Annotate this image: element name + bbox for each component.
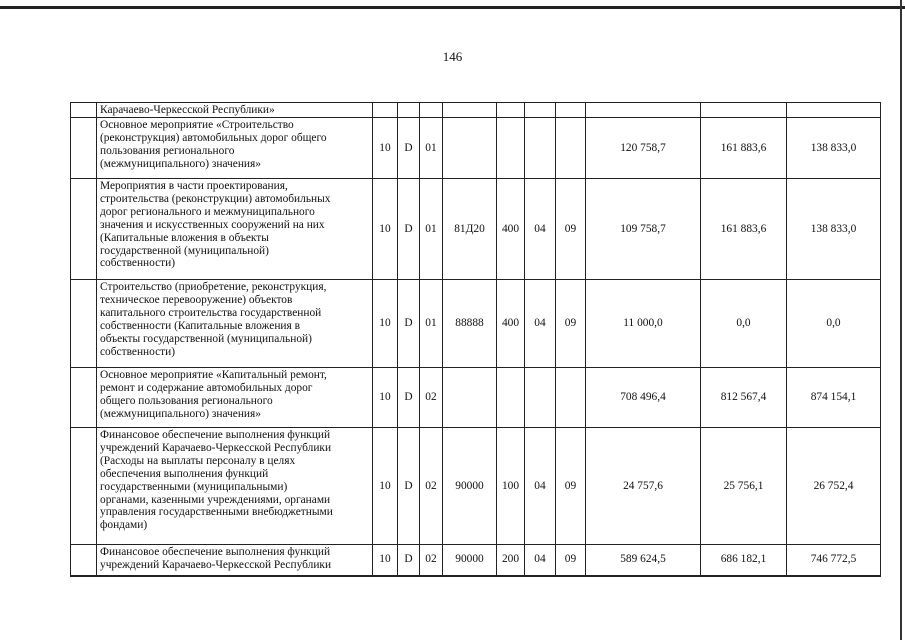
amount-cell-v3: 138 833,0 <box>787 179 881 280</box>
amount-cell-v1: 11 000,0 <box>586 280 701 368</box>
code-cell-c6 <box>525 118 556 179</box>
row-number-cell <box>71 103 97 118</box>
code-cell-c3: 01 <box>420 179 443 280</box>
item-name-line: ремонт и содержание автомобильных дорог <box>100 381 313 394</box>
item-name-cell <box>97 103 373 118</box>
amount-cell-v3: 874 154,1 <box>787 368 881 428</box>
code-cell-c5 <box>497 118 525 179</box>
code-cell-c2: D <box>398 545 420 576</box>
table-row <box>71 179 881 280</box>
code-cell-c4 <box>443 103 497 118</box>
amount-cell-v2: 161 883,6 <box>701 118 787 179</box>
table-row <box>71 280 881 368</box>
item-name-line: собственности) <box>100 345 176 358</box>
code-cell-c3: 02 <box>420 368 443 428</box>
row-number-cell <box>71 118 97 179</box>
item-name-cell <box>97 118 373 179</box>
item-name-line: дорог регионального и межмуниципального <box>100 205 315 218</box>
table-row <box>71 545 881 576</box>
item-name-line: обеспечения выполнения функций <box>100 467 269 480</box>
item-name-line: капитального строительства государственной <box>100 306 322 319</box>
code-cell-c2: D <box>398 179 420 280</box>
code-cell-c2: D <box>398 280 420 368</box>
amount-cell-v3: 138 833,0 <box>787 118 881 179</box>
row-number-cell <box>71 179 97 280</box>
code-cell-c4: 90000 <box>443 545 497 576</box>
code-cell-c2: D <box>398 368 420 428</box>
page-number: 146 <box>442 49 463 64</box>
code-cell-c2: D <box>398 428 420 545</box>
code-cell-c4: 88888 <box>443 280 497 368</box>
code-cell-c7: 09 <box>556 179 586 280</box>
table-row <box>71 118 881 179</box>
page-right-border <box>900 0 902 640</box>
row-number-cell <box>71 368 97 428</box>
code-cell-c5: 200 <box>497 545 525 576</box>
code-cell-c1: 10 <box>373 280 398 368</box>
item-name-line: управления государственными внебюджетными <box>100 506 333 519</box>
code-cell-c6: 04 <box>525 428 556 545</box>
item-name-cell <box>97 368 373 428</box>
code-cell-c4 <box>443 368 497 428</box>
item-name-cell <box>97 179 373 280</box>
amount-cell-v2: 25 756,1 <box>701 428 787 545</box>
code-cell-c2: D <box>398 118 420 179</box>
item-name-line: Основное мероприятие «Капитальный ремонт, <box>100 369 327 381</box>
amount-cell-v3: 746 772,5 <box>787 545 881 576</box>
code-cell-c7 <box>556 103 586 118</box>
item-name-line: Финансовое обеспечение выполнения функций <box>100 429 331 441</box>
code-cell-c7: 09 <box>556 280 586 368</box>
row-number-cell <box>71 280 97 368</box>
item-name-line: органами, казенными учреждениями, органами <box>100 493 331 506</box>
amount-cell-v3 <box>787 103 881 118</box>
item-name-line: (межмуниципального) значения» <box>100 157 261 170</box>
amount-cell-v3: 0,0 <box>787 280 881 368</box>
item-name-line: (Расходы на выплаты персоналу в целях <box>100 454 296 467</box>
code-cell-c6: 04 <box>525 545 556 576</box>
code-cell-c3: 02 <box>420 545 443 576</box>
budget-table <box>70 102 881 577</box>
item-name-line: общего пользования регионального <box>100 394 273 407</box>
item-name-line: Финансовое обеспечение выполнения функций <box>100 546 331 558</box>
code-cell-c7 <box>556 368 586 428</box>
amount-cell-v2: 812 567,4 <box>701 368 787 428</box>
code-cell-c1: 10 <box>373 118 398 179</box>
code-cell-c7: 09 <box>556 545 586 576</box>
item-name-line: техническое перевооружение) объектов <box>100 293 293 306</box>
code-cell-c3: 02 <box>420 428 443 545</box>
item-name-line: Мероприятия в части проектирования, <box>100 180 288 192</box>
code-cell-c1: 10 <box>373 368 398 428</box>
amount-cell-v2 <box>701 103 787 118</box>
code-cell-c1: 10 <box>373 428 398 545</box>
item-name-line: Строительство (приобретение, реконструкция, <box>100 281 327 293</box>
item-name-line: собственности) <box>100 257 176 270</box>
code-cell-c1: 10 <box>373 179 398 280</box>
code-cell-c7 <box>556 118 586 179</box>
table-body <box>71 103 881 576</box>
code-cell-c7: 09 <box>556 428 586 545</box>
code-cell-c4 <box>443 118 497 179</box>
code-cell-c4: 81Д20 <box>443 179 497 280</box>
item-name-line: объекты государственной (муниципальной) <box>100 332 312 345</box>
amount-cell-v3: 26 752,4 <box>787 428 881 545</box>
code-cell-c3 <box>420 103 443 118</box>
row-number-cell <box>71 545 97 576</box>
item-name-cell <box>97 280 373 368</box>
code-cell-c5: 400 <box>497 179 525 280</box>
item-name-line: Основное мероприятие «Строительство <box>100 119 294 131</box>
item-name-line: учреждений Карачаево-Черкесской Республики <box>100 558 332 571</box>
item-name-cell <box>97 545 373 576</box>
item-name-line: строительства (реконструкции) автомобильных <box>100 192 331 205</box>
item-name-line: (Капитальные вложения в объекты <box>100 231 269 244</box>
code-cell-c1 <box>373 103 398 118</box>
code-cell-c4: 90000 <box>443 428 497 545</box>
code-cell-c5: 400 <box>497 280 525 368</box>
code-cell-c3: 01 <box>420 118 443 179</box>
item-name-cell <box>97 428 373 545</box>
page-top-border <box>0 6 905 9</box>
code-cell-c5 <box>497 103 525 118</box>
amount-cell-v2: 0,0 <box>701 280 787 368</box>
code-cell-c6: 04 <box>525 179 556 280</box>
row-number-cell <box>71 428 97 545</box>
table-row <box>71 368 881 428</box>
item-name-line: государственными (муниципальными) <box>100 480 288 493</box>
table-row <box>71 428 881 545</box>
code-cell-c5 <box>497 368 525 428</box>
item-name-line: учреждений Карачаево-Черкесской Республики <box>100 441 332 454</box>
item-name-line: (реконструкция) автомобильных дорог общего <box>100 131 327 144</box>
code-cell-c6 <box>525 103 556 118</box>
amount-cell-v1 <box>586 103 701 118</box>
code-cell-c6 <box>525 368 556 428</box>
amount-cell-v2: 161 883,6 <box>701 179 787 280</box>
code-cell-c5: 100 <box>497 428 525 545</box>
item-name-line: (межмуниципального) значения» <box>100 407 261 420</box>
item-name-line: пользования регионального <box>100 144 235 157</box>
item-name-line: собственности (Капитальные вложения в <box>100 319 300 332</box>
amount-cell-v1: 120 758,7 <box>586 118 701 179</box>
item-name-line: Карачаево-Черкесской Республики» <box>100 104 275 116</box>
code-cell-c1: 10 <box>373 545 398 576</box>
amount-cell-v1: 109 758,7 <box>586 179 701 280</box>
code-cell-c6: 04 <box>525 280 556 368</box>
amount-cell-v2: 686 182,1 <box>701 545 787 576</box>
item-name-line: государственной (муниципальной) <box>100 244 269 257</box>
item-name-line: фондами) <box>100 519 148 532</box>
table-row <box>71 103 881 118</box>
code-cell-c2 <box>398 103 420 118</box>
code-cell-c3: 01 <box>420 280 443 368</box>
amount-cell-v1: 24 757,6 <box>586 428 701 545</box>
amount-cell-v1: 708 496,4 <box>586 368 701 428</box>
amount-cell-v1: 589 624,5 <box>586 545 701 576</box>
item-name-line: значения и искусственных сооружений на них <box>100 218 325 231</box>
